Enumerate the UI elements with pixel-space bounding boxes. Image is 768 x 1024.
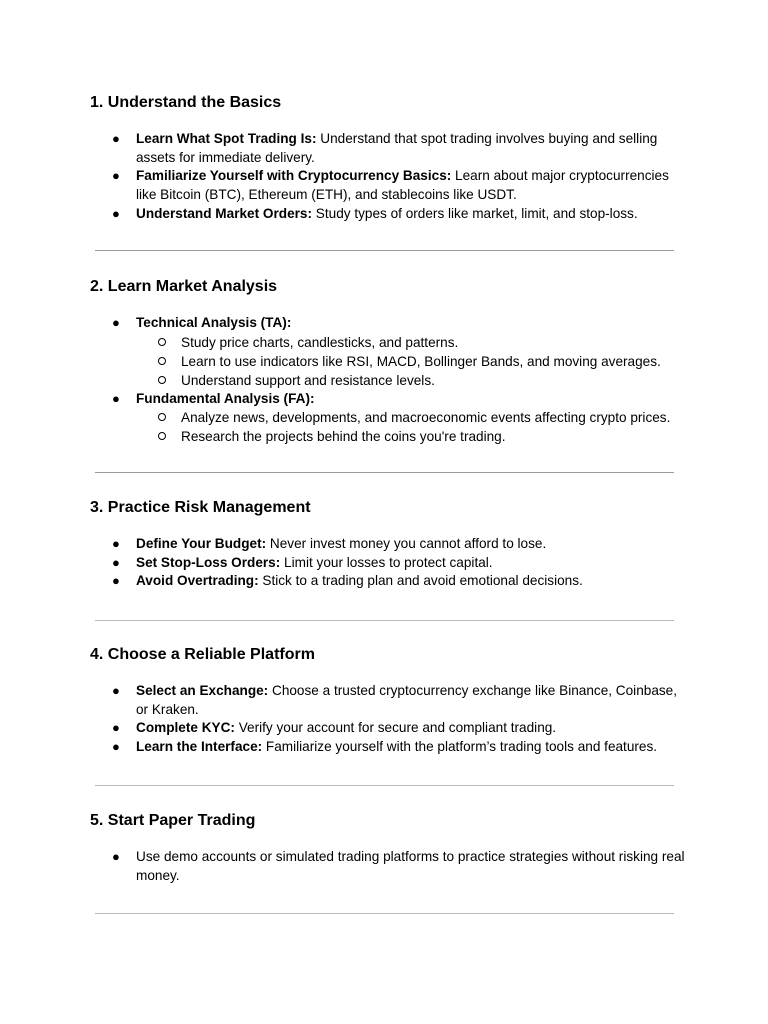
horizontal-divider [95, 913, 674, 914]
list-item [90, 205, 690, 224]
circle-bullet-icon [158, 432, 166, 440]
item-text: Study types of orders like market, limit, and stop-loss. [312, 205, 638, 221]
list-item [90, 390, 690, 447]
item-text: Never invest money you cannot afford to lose. [266, 536, 547, 551]
sub-item-text: Study price charts, candlesticks, and patterns. [181, 334, 459, 350]
item-label: Understand Market Orders: [136, 205, 313, 221]
circle-bullet-icon [158, 376, 166, 384]
item-text: Verify your account for secure and compliant trading. [234, 720, 557, 736]
section-title: 2. Learn Market Analysis [90, 278, 278, 295]
list-item [90, 535, 690, 554]
circle-bullet-icon [158, 413, 166, 421]
sub-list-item [136, 408, 690, 427]
bullet-icon: ● [112, 205, 120, 221]
list-item [90, 130, 690, 167]
item-label: Technical Analysis (TA): [136, 315, 292, 330]
section-risk-management [90, 498, 690, 591]
sub-list-item [136, 427, 690, 446]
sub-list [136, 408, 690, 446]
horizontal-divider [95, 472, 674, 473]
sub-item-text: Learn to use indicators like RSI, MACD, Bollinger Bands, and moving averages. [181, 353, 661, 369]
item-label: Fundamental Analysis (FA): [136, 390, 315, 406]
section-paper-trading [90, 811, 690, 885]
item-text: Stick to a trading plan and avoid emotional decisions. [258, 573, 583, 589]
sub-list [136, 333, 690, 390]
horizontal-divider [95, 785, 674, 786]
item-text: Understand that spot trading involves buying and selling assets for immediate delivery. [136, 131, 658, 165]
bullet-icon: ● [112, 536, 120, 551]
bullet-icon: ● [112, 720, 120, 736]
bullet-list [90, 848, 690, 885]
sub-item-text: Understand support and resistance levels. [181, 372, 435, 388]
section-title: 4. Choose a Reliable Platform [90, 646, 315, 663]
list-item [90, 848, 690, 885]
sub-list-item [136, 333, 690, 352]
list-item [90, 167, 690, 204]
item-text: Use demo accounts or simulated trading platforms to practice strategies without risking real money. [136, 849, 685, 883]
section-title: 5. Start Paper Trading [90, 812, 256, 829]
list-item [90, 554, 690, 573]
item-label: Learn the Interface: [136, 739, 263, 755]
item-text: Familiarize yourself with the platform’s trading tools and features. [262, 739, 658, 755]
bullet-icon: ● [112, 390, 120, 406]
sub-list-item [136, 352, 690, 371]
item-label: Complete KYC: [136, 720, 235, 736]
item-text: Choose a trusted cryptocurrency exchange like Binance, Coinbase, or Kraken. [136, 683, 678, 717]
horizontal-divider [95, 620, 674, 621]
circle-bullet-icon [158, 357, 166, 365]
bullet-icon: ● [112, 683, 120, 698]
list-item [90, 572, 690, 591]
circle-bullet-icon [158, 338, 166, 346]
bullet-icon: ● [112, 168, 120, 184]
list-item [90, 738, 690, 757]
sub-item-text: Analyze news, developments, and macroeconomic events affecting crypto prices. [181, 410, 671, 426]
bullet-icon: ● [112, 315, 120, 330]
section-title: 1. Understand the Basics [90, 94, 282, 111]
item-label: Define Your Budget: [136, 536, 267, 551]
bullet-icon: ● [112, 739, 120, 755]
bullet-icon: ● [112, 849, 120, 864]
bullet-icon: ● [112, 554, 120, 570]
list-item [90, 314, 690, 390]
horizontal-divider [95, 250, 674, 251]
item-label: Avoid Overtrading: [136, 573, 259, 589]
bullet-list [90, 130, 690, 224]
bullet-list [90, 535, 690, 591]
item-label: Select an Exchange: [136, 683, 269, 698]
bullet-icon: ● [112, 131, 120, 146]
item-text: Learn about major cryptocurrencies like Bitcoin (BTC), Ethereum (ETH), and stablecoins like USDT. [136, 168, 669, 203]
bullet-icon: ● [112, 573, 120, 589]
bullet-list [90, 682, 690, 757]
section-reliable-platform [90, 645, 690, 757]
section-understand-basics [90, 93, 690, 224]
section-market-analysis [90, 277, 690, 446]
list-item [90, 719, 690, 738]
item-text: Limit your losses to protect capital. [280, 554, 493, 570]
section-title: 3. Practice Risk Management [90, 499, 311, 516]
item-label: Familiarize Yourself with Cryptocurrency Basics: [136, 168, 452, 184]
sub-list-item [136, 371, 690, 390]
item-label: Learn What Spot Trading Is: [136, 131, 317, 146]
sub-item-text: Research the projects behind the coins you're trading. [181, 429, 506, 445]
list-item [90, 682, 690, 719]
item-label: Set Stop-Loss Orders: [136, 554, 281, 570]
bullet-list [90, 314, 690, 446]
